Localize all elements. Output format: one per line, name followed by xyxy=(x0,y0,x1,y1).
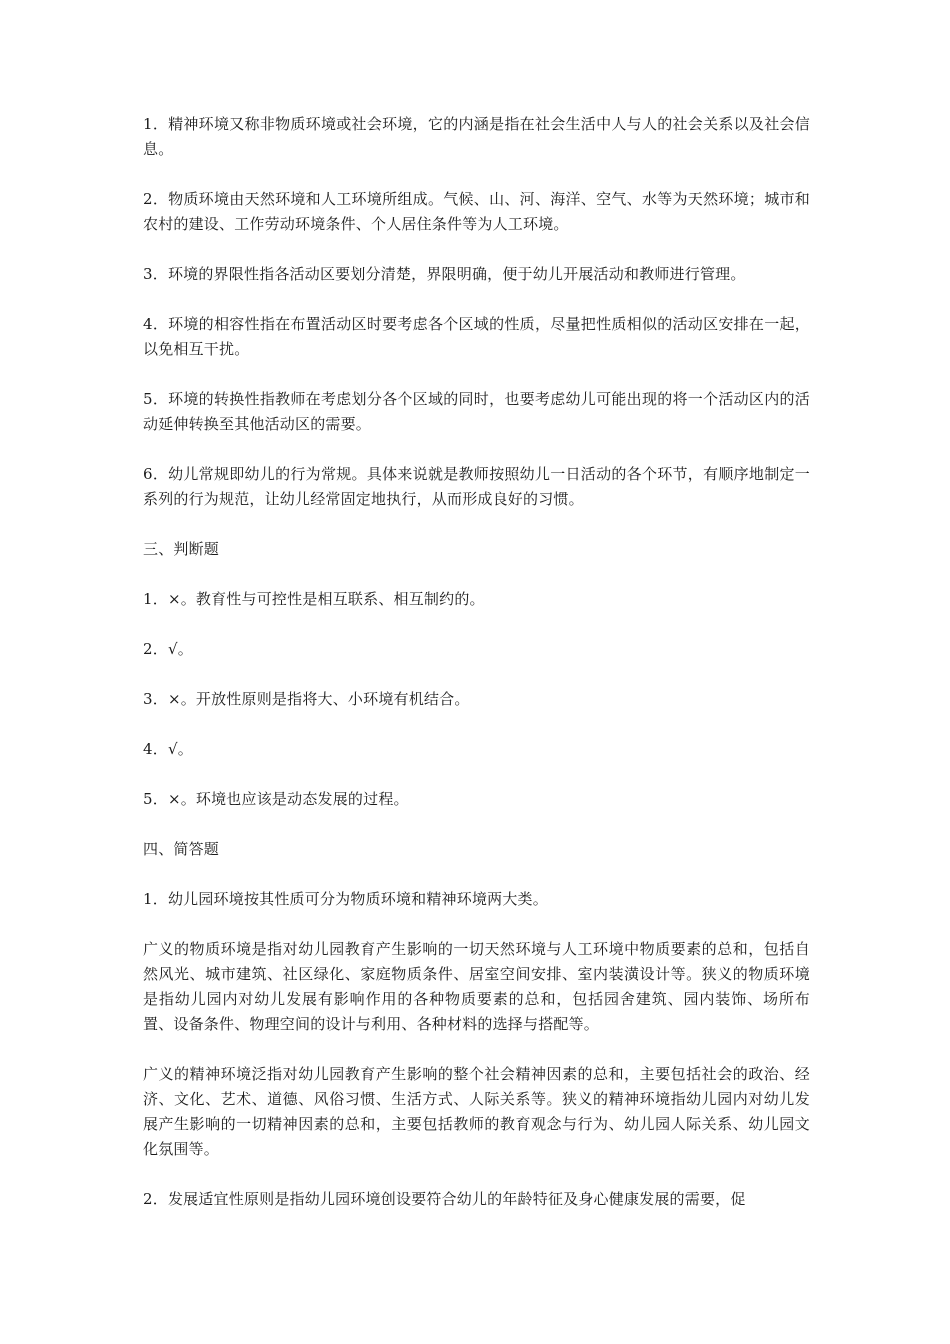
true-false-answer-3: 3．×。开放性原则是指将大、小环境有机结合。 xyxy=(143,690,470,708)
short-answer-1-spiritual: 广义的精神环境泛指对幼儿园教育产生影响的整个社会精神因素的总和，主要包括社会的政治、经济、文化、艺术、道德、风俗习惯、生活方式、人际关系等。狭义的精神环境指幼儿园内对幼儿发展产生影响的一切精神因素的总和，主要包括教师的教育观念与行为、幼儿园人际关系、幼儿园文化氛围等。 xyxy=(143,1065,810,1158)
section-heading-true-false: 三、判断题 xyxy=(143,540,220,558)
true-false-answer-4: 4．√。 xyxy=(143,740,193,758)
definition-conversion: 5．环境的转换性指教师在考虑划分各个区域的同时，也要考虑幼儿可能出现的将一个活动区内的活动延伸转换至其他活动区的需要。 xyxy=(143,390,810,433)
definition-spiritual-environment: 1．精神环境又称非物质环境或社会环境，它的内涵是指在社会生活中人与人的社会关系以及社会信息。 xyxy=(143,115,810,158)
short-answer-1: 1．幼儿园环境按其性质可分为物质环境和精神环境两大类。 xyxy=(143,890,548,908)
section-heading-short-answer: 四、简答题 xyxy=(143,840,220,858)
true-false-answer-5: 5．×。环境也应该是动态发展的过程。 xyxy=(143,790,409,808)
document-page xyxy=(143,112,810,1237)
definition-compatibility: 4．环境的相容性指在布置活动区时要考虑各个区域的性质，尽量把性质相似的活动区安排在一起，以免相互干扰。 xyxy=(143,315,810,358)
short-answer-1-material: 广义的物质环境是指对幼儿园教育产生影响的一切天然环境与人工环境中物质要素的总和，包括自然风光、城市建筑、社区绿化、家庭物质条件、居室空间安排、室内装潢设计等。狭义的物质环境是指幼儿园内对幼儿发展有影响作用的各种物质要素的总和，包括园舍建筑、园内装饰、场所布置、设备条件、物理空间的设计与利用、各种材料的选择与搭配等。 xyxy=(143,940,810,1033)
definition-routine: 6．幼儿常规即幼儿的行为常规。具体来说就是教师按照幼儿一日活动的各个环节，有顺序地制定一系列的行为规范，让幼儿经常固定地执行，从而形成良好的习惯。 xyxy=(143,465,810,508)
true-false-answer-1: 1．×。教育性与可控性是相互联系、相互制约的。 xyxy=(143,590,485,608)
definition-boundary: 3．环境的界限性指各活动区要划分清楚，界限明确，便于幼儿开展活动和教师进行管理。 xyxy=(143,265,746,283)
definition-material-environment: 2．物质环境由天然环境和人工环境所组成。气候、山、河、海洋、空气、水等为天然环境；城市和农村的建设、工作劳动环境条件、个人居住条件等为人工环境。 xyxy=(143,190,810,233)
short-answer-2: 2．发展适宜性原则是指幼儿园环境创设要符合幼儿的年龄特征及身心健康发展的需要，促 xyxy=(143,1190,746,1208)
true-false-answer-2: 2．√。 xyxy=(143,640,193,658)
